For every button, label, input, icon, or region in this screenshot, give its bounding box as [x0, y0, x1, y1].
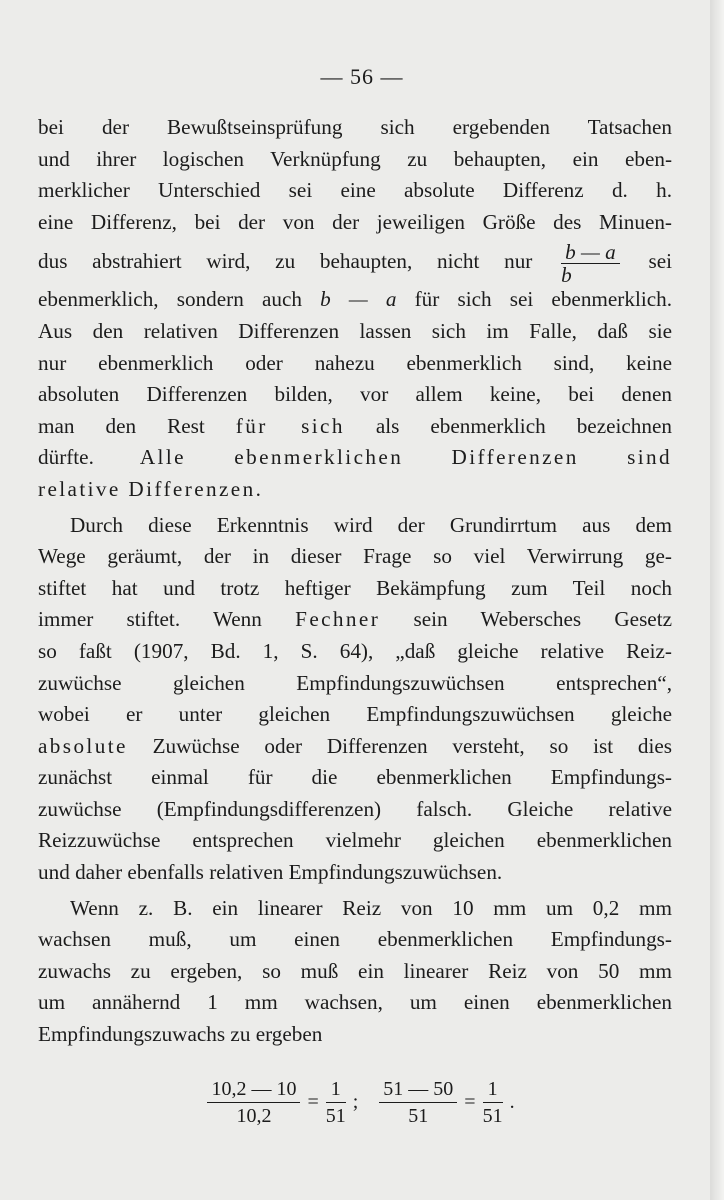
- fraction-numerator: 1: [483, 1076, 503, 1103]
- fraction-numerator: 10,2 — 10: [207, 1076, 300, 1103]
- text-line: zunächst einmal für die ebenmerklichen Empfindungs-: [38, 765, 672, 790]
- page-edge-shadow: [710, 0, 724, 1200]
- fraction-denominator: 51: [482, 1105, 503, 1127]
- text-segment: immer stiftet. Wenn: [38, 607, 262, 632]
- text-line: [38, 604, 672, 636]
- display-formula: [0, 1076, 724, 1129]
- fraction-denominator: b: [561, 263, 572, 288]
- fraction: [483, 1076, 503, 1129]
- text-line: zuwüchse (Empfindungsdifferenzen) falsch. Gleiche relative: [38, 796, 672, 821]
- text-line: zuwüchse gleichen Empfindungszuwüchsen entsprechen“,: [38, 670, 672, 695]
- text-segment: sei: [648, 249, 672, 274]
- text-line: eine Differenz, bei der von der jeweiligen Größe des Minuen-: [38, 209, 672, 234]
- text-line-with-fraction: [38, 238, 672, 288]
- fraction-numerator: b — a: [561, 241, 620, 264]
- text-line: und daher ebenfalls relativen Empfindungszuwüchsen.: [38, 860, 503, 885]
- fraction-denominator: 51: [325, 1105, 346, 1127]
- period: .: [509, 1091, 515, 1113]
- text-line: stiftet hat und trotz heftiger Bekämpfung zum Teil noch: [38, 575, 672, 600]
- text-line: um annähernd 1 mm wachsen, um einen ebenmerklichen: [38, 990, 672, 1015]
- text-line: [38, 731, 672, 763]
- spaced-emphasis: Alle ebenmerklichen Differenzen sind: [139, 445, 673, 470]
- fraction-numerator: 51 — 50: [379, 1076, 457, 1103]
- math-expression: b — a: [320, 287, 397, 312]
- equals-sign: =: [464, 1091, 476, 1113]
- body-text: [38, 112, 672, 1051]
- text-line: Aus den relativen Differenzen lassen sich im Falle, daß sie: [38, 318, 672, 343]
- separator: ;: [352, 1091, 359, 1113]
- text-line: [38, 442, 672, 474]
- fraction: [326, 1076, 346, 1129]
- text-line: nur ebenmerklich oder nahezu ebenmerklich sind, keine: [38, 350, 672, 375]
- text-line: [38, 411, 672, 443]
- text-line: so faßt (1907, Bd. 1, S. 64), „daß gleiche relative Reiz-: [38, 638, 672, 663]
- text-line: wachsen muß, um einen ebenmerklichen Empfindungs-: [38, 927, 672, 952]
- text-line: Durch diese Erkenntnis wird der Grundirrtum aus dem: [70, 512, 672, 537]
- text-segment: für sich sei ebenmerklich.: [414, 287, 673, 312]
- spaced-emphasis: Fechner: [295, 607, 381, 632]
- text-line: [38, 474, 672, 506]
- text-line: wobei er unter gleichen Empfindungszuwüchsen gleiche: [38, 702, 672, 727]
- inline-fraction: [561, 241, 620, 286]
- equals-sign: =: [307, 1091, 319, 1113]
- fraction: [207, 1076, 300, 1129]
- fraction: [379, 1076, 457, 1129]
- text-line: Wege geräumt, der in dieser Frage so viel Verwirrung ge-: [38, 544, 672, 569]
- text-line: Empfindungszuwachs zu ergeben: [38, 1022, 323, 1047]
- text-line: und ihrer logischen Verknüpfung zu behaupten, ein eben-: [38, 146, 672, 171]
- text-line: zuwachs zu ergeben, so muß ein linearer Reiz von 50 mm: [38, 958, 672, 983]
- text-line: [38, 284, 672, 316]
- text-line: absoluten Differenzen bilden, vor allem keine, bei denen: [38, 382, 672, 407]
- text-segment: ebenmerklich, sondern auch: [38, 287, 302, 312]
- text-line: bei der Bewußtseinsprüfung sich ergebenden Tatsachen: [38, 115, 672, 139]
- text-segment: dus abstrahiert wird, zu behaupten, nicht nur: [38, 249, 533, 274]
- spaced-emphasis: relative Differenzen.: [38, 476, 264, 501]
- spaced-emphasis: absolute: [38, 733, 128, 758]
- page-number: — 56 —: [320, 64, 404, 89]
- text-line: Reizzuwüchse entsprechen vielmehr gleichen ebenmerklichen: [38, 828, 672, 853]
- text-segment: als ebenmerklich bezeichnen: [375, 413, 672, 438]
- text-segment: man den Rest: [38, 413, 205, 438]
- text-segment: dürfte.: [38, 445, 94, 470]
- text-line: merklicher Unterschied sei eine absolute Differenz d. h.: [38, 178, 672, 203]
- text-segment: sein Webersches Gesetz: [413, 607, 673, 632]
- spaced-emphasis: für sich: [235, 413, 345, 438]
- text-segment: Zuwüchse oder Differenzen versteht, so ist dies: [152, 733, 672, 758]
- fraction-denominator: 51: [408, 1105, 429, 1127]
- text-line: Wenn z. B. ein linearer Reiz von 10 mm um 0,2 mm: [70, 895, 672, 920]
- fraction-denominator: 10,2: [236, 1105, 272, 1127]
- fraction-numerator: 1: [326, 1076, 346, 1103]
